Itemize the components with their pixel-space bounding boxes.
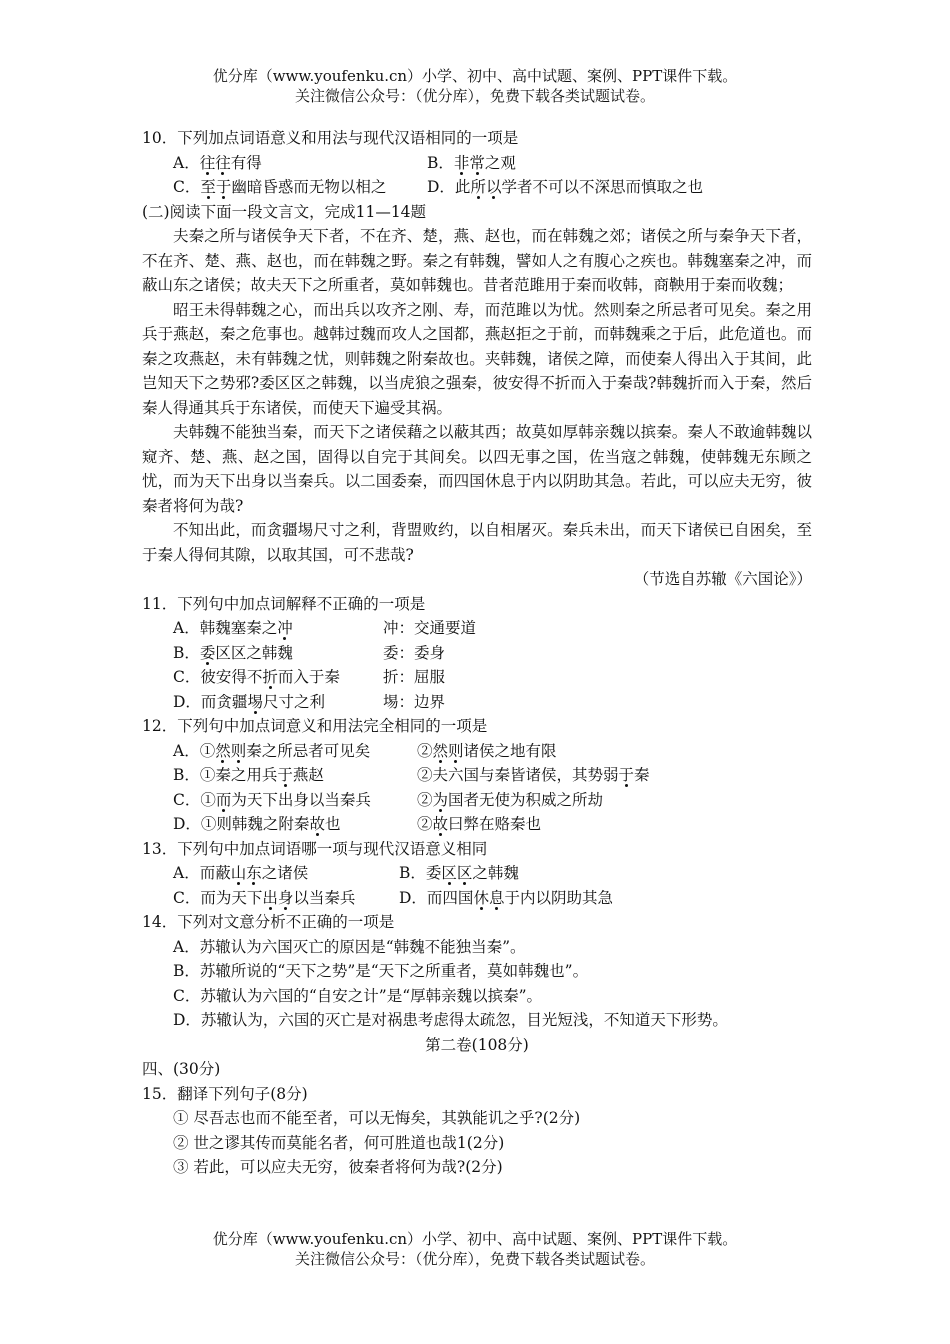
q12-option-b: B．①秦之用兵于燕赵 ②夫六国与秦皆诸侯，其势弱于秦 <box>173 766 650 784</box>
q10-option-b: B．非常之观 <box>427 153 516 172</box>
passage-source: （节选自苏辙《六国论》） <box>633 570 812 588</box>
emphasis-char: 东 <box>246 864 262 882</box>
section-2-title: (二)阅读下面一段文言文，完成11—14题 <box>142 202 427 221</box>
q14-option-a: A．苏辙认为六国灭亡的原因是“韩魏不能独当秦”。 <box>173 937 526 956</box>
q15-item-3: ③ 若此，可以应夫无穷，彼秦者将何为哉?(2分) <box>173 1158 503 1176</box>
passage-paragraph: 夫韩魏不能独当秦，而天下之诸侯藉之以蔽其西；故莫如厚韩亲魏以摈秦。秦人不敢逾韩魏以窥齐、楚、燕、赵之国，固得以自完于其间矣。以四无事之国，佐当寇之韩魏，使韩魏无东顾之忧，而为天下出身以当秦兵。以二国委秦，而四国休息于内以阴助其急。若此，可以应夫无穷，彼秦者将何为哉? <box>142 423 812 515</box>
emphasis-char: 则 <box>230 741 247 760</box>
q14-stem: 14．下列对文意分析不正确的一项是 <box>142 913 395 931</box>
emphasis-char: 往 <box>215 153 231 172</box>
emphasis-char: 冲 <box>277 619 293 637</box>
emphasis-char: 区 <box>456 864 473 882</box>
section-4-title: 四、(30分) <box>142 1060 221 1078</box>
q13-row-cd: C．而为天下出身以当秦兵 D．而四国休息于内以阴助其急 <box>173 888 613 907</box>
emphasis-char: 为 <box>432 790 449 809</box>
passage-paragraph: 不知出此，而贪疆埸尺寸之利，背盟败约，以自相屠灭。秦兵未出，而天下诸侯已自困矣，至于秦人得伺其隙，以取其国，可不悲哉? <box>142 521 812 564</box>
emphasis-char: 而 <box>215 790 232 809</box>
emphasis-char: 故 <box>432 815 449 833</box>
emphasis-char: 故 <box>309 815 325 833</box>
q10-row-ab <box>142 151 812 176</box>
q13-row-ab: A．而蔽山东之诸侯 B．委区区之韩魏 <box>173 864 519 882</box>
emphasis-char: 于 <box>277 766 293 784</box>
q13-stem: 13．下列句中加点词语哪一项与现代汉语意义相同 <box>142 839 488 858</box>
q11-option-d: D．而贪疆埸尺寸之利 埸：边界 <box>173 692 446 711</box>
emphasis-char: 则 <box>448 741 464 760</box>
emphasis-char: 身 <box>277 888 294 907</box>
emphasis-char: 山 <box>230 864 247 882</box>
q11-stem: 11．下列句中加点词解释不正确的一项是 <box>142 594 426 613</box>
q15-item-2: ② 世之谬其传而莫能名者，何可胜道也哉1(2分) <box>173 1133 505 1152</box>
q11-option-a: A．韩魏塞秦之冲 冲：交通要道 <box>173 619 477 637</box>
emphasis-char: 然 <box>432 741 449 760</box>
emphasis-char: 往 <box>199 153 216 172</box>
emphasis-char: 息 <box>488 888 505 907</box>
q11-option-c: C．彼安得不折而入于秦 折：屈服 <box>173 668 446 686</box>
emphasis-char: 所 <box>470 178 486 196</box>
header-line-1: 优分库（www.youfenku.cn）小学、初中、高中试题、案例、PPT课件下载。 <box>212 67 738 85</box>
emphasis-char: 于 <box>618 766 635 784</box>
q10-option-a: A．往往有得 <box>173 153 262 172</box>
page-footer <box>0 1229 950 1269</box>
emphasis-char: 委 <box>199 643 216 662</box>
q12-option-d: D．①则韩魏之附秦故也 ②故曰弊在赂秦也 <box>173 815 542 833</box>
emphasis-char: 出 <box>262 888 278 907</box>
emphasis-char: 埸 <box>247 692 263 711</box>
q15-item-1: ① 尽吾志也而不能至者，可以无悔矣，其孰能讥之乎?(2分) <box>173 1109 581 1127</box>
emphasis-char: 非 <box>453 153 470 172</box>
q12-option-c: C．①而为天下出身以当秦兵 ②为国者无使为积威之所劫 <box>173 790 604 809</box>
header-line-2: 关注微信公众号：（优分库），免费下载各类试题试卷。 <box>294 87 655 105</box>
emphasis-char: 于 <box>215 178 232 196</box>
footer-line-2: 关注微信公众号：（优分库），免费下载各类试题试卷。 <box>294 1250 655 1268</box>
q12-stem: 12．下列句中加点词意义和用法完全相同的一项是 <box>142 717 488 735</box>
emphasis-char: 以 <box>485 178 502 196</box>
part-2-title: 第二卷(108分) <box>425 1035 529 1054</box>
emphasis-char: 休 <box>473 888 489 907</box>
q14-option-d: D．苏辙认为，六国的灭亡是对祸患考虑得太疏忽，目光短浅，不知道天下形势。 <box>173 1011 728 1029</box>
q10-option-c: C．至于幽暗昏惑而无物以相之 <box>173 178 387 196</box>
document-body <box>142 126 812 1180</box>
passage-paragraph: 夫秦之所与诸侯争天下者，不在齐、楚，燕、赵也，而在韩魏之郊；诸侯之所与秦争天下者，不在齐、楚、燕、赵也，而在韩魏之野。秦之有韩魏，譬如人之有腹心之疾也。韩魏塞秦之冲，而蔽山东之诸侯；故夫天下之所重者，莫如韩魏也。昔者范雎用于秦而收韩，商鞅用于秦而收魏； <box>142 227 812 294</box>
page-header <box>0 66 950 106</box>
q11-option-b: B．委区区之韩魏 委：委身 <box>173 643 446 662</box>
passage-paragraph: 昭王未得韩魏之心，而出兵以攻齐之刚、寿，而范雎以为忧。然则秦之所忌者可见矣。秦之用兵于燕赵，秦之危事也。越韩过魏而攻人之国都，燕赵拒之于前，而韩魏乘之于后，此危道也。而秦之攻燕赵，未有韩魏之忧，则韩魏之附秦故也。夹韩魏，诸侯之障，而使秦人得出入于其间，此岂知天下之势邪?委区区之韩魏，以当虎狼之强秦，彼安得不折而入于秦哉?韩魏折而入于秦，然后秦人得通其兵于东诸侯，而使天下遍受其祸。 <box>142 300 812 417</box>
footer-line-1: 优分库（www.youfenku.cn）小学、初中、高中试题、案例、PPT课件下载。 <box>212 1230 738 1248</box>
q10-stem: 10．下列加点词语意义和用法与现代汉语相同的一项是 <box>142 129 519 147</box>
emphasis-char: 常 <box>469 153 485 172</box>
q10-row-cd <box>142 175 812 200</box>
q10-option-d: D．此所以学者不可以不深思而慎取之也 <box>427 178 703 196</box>
q12-option-a: A．①然则秦之所忌者可见矣 ②然则诸侯之地有限 <box>173 741 557 760</box>
emphasis-char: 然 <box>215 741 231 760</box>
emphasis-char: 区 <box>441 864 457 882</box>
q14-option-b: B．苏辙所说的“天下之势”是“天下之所重者，莫如韩魏也”。 <box>173 962 589 980</box>
q15-stem: 15．翻译下列句子(8分) <box>142 1084 308 1103</box>
emphasis-char: 折 <box>262 668 278 686</box>
q14-option-c: C．苏辙认为六国的“自安之计”是“厚韩亲魏以摈秦”。 <box>173 986 543 1005</box>
emphasis-char: 至 <box>200 178 216 196</box>
